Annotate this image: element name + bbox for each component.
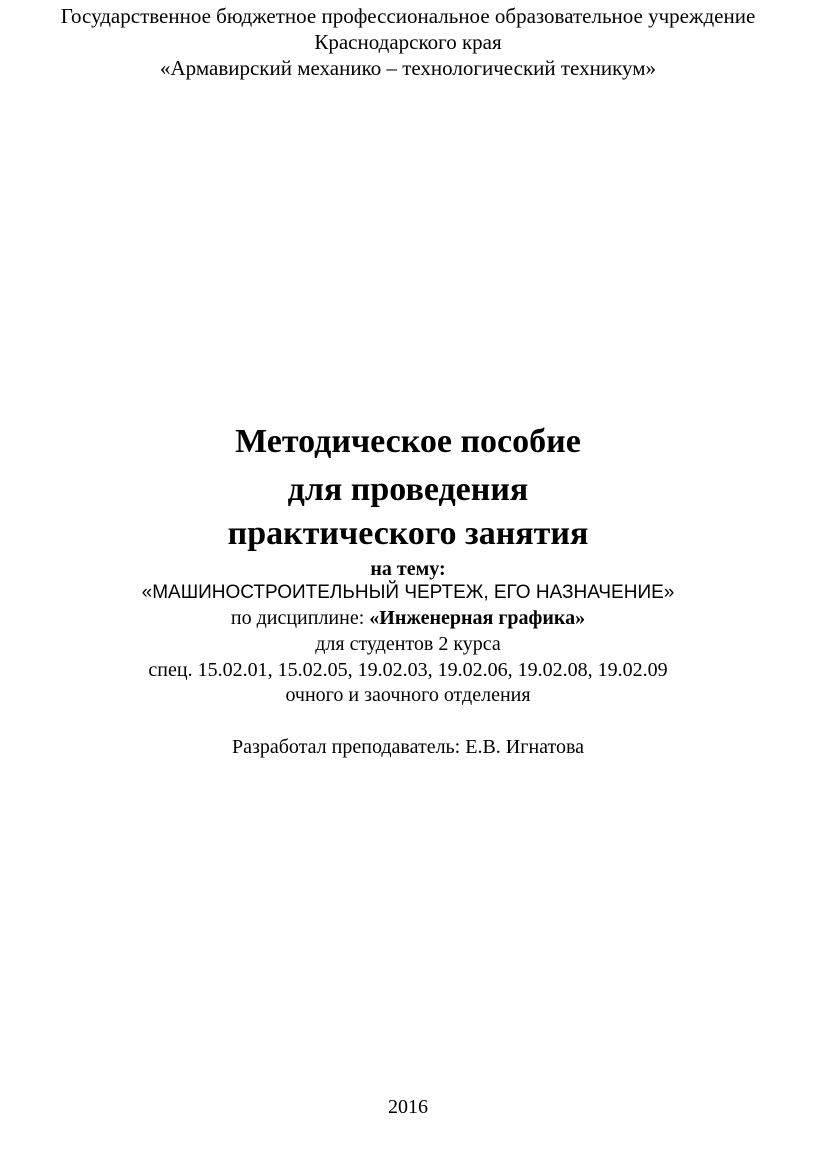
specialties-list: спец. 15.02.01, 15.02.05, 19.02.03, 19.02.06, 19.02.08, 19.02.09 <box>148 659 668 681</box>
department-line: очного и заочного отделения <box>285 684 531 706</box>
title-line-2: для проведения <box>287 471 529 508</box>
institution-line-1: Государственное бюджетное профессиональное образовательное учреждение <box>60 4 756 28</box>
author-line: Разработал преподаватель: Е.В. Игнатова <box>231 736 585 758</box>
discipline-label: по дисциплине: <box>230 607 370 629</box>
topic-value: «МАШИНОСТРОИТЕЛЬНЫЙ ЧЕРТЕЖ, ЕГО НАЗНАЧЕНИЕ» <box>141 582 675 603</box>
title-line-1: Методическое пособие <box>235 423 581 460</box>
year: 2016 <box>388 1096 428 1118</box>
institution-line-2: Краснодарского края <box>314 30 502 54</box>
discipline-line <box>0 606 816 630</box>
discipline-value: «Инженерная графика» <box>369 607 586 629</box>
title-line-3: практического занятия <box>227 515 589 552</box>
topic-label: на тему: <box>370 558 446 580</box>
students-course: для студентов 2 курса <box>315 633 501 655</box>
institution-line-3: «Армавирский механико – технологический техникум» <box>160 56 656 80</box>
